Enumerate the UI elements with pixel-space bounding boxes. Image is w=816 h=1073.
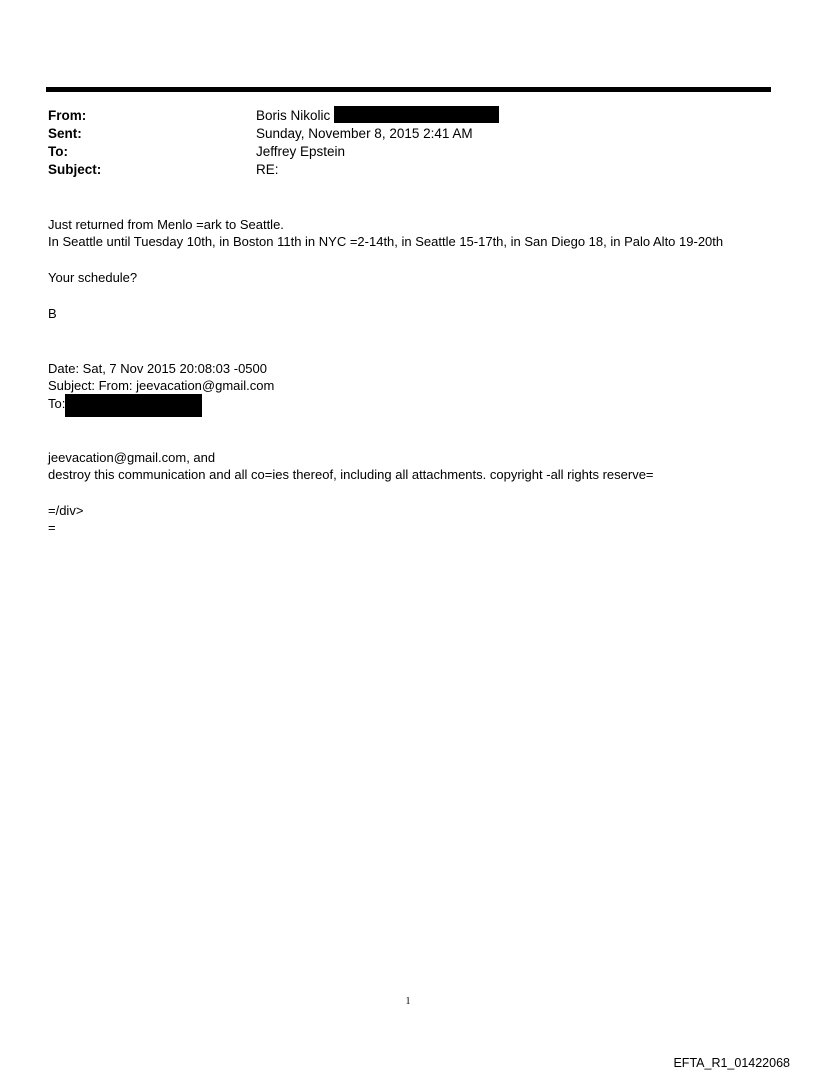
quoted-to-label: To:: [48, 395, 66, 411]
body-line-3: Your schedule?: [48, 270, 138, 285]
header-rule: [46, 87, 771, 92]
from-label: From:: [48, 108, 87, 123]
to-value: Jeffrey Epstein: [256, 144, 346, 159]
quoted-line-1: jeevacation@gmail.com, and: [48, 450, 216, 465]
quoted-line-3: =/div>: [48, 503, 84, 518]
subject-row: [48, 161, 748, 179]
subject-value: RE:: [256, 162, 279, 177]
quoted-date: Date: Sat, 7 Nov 2015 20:08:03 -0500: [48, 361, 267, 376]
to-row: [48, 143, 748, 161]
sent-value: Sunday, November 8, 2015 2:41 AM: [256, 126, 473, 141]
page-number: 1: [405, 996, 411, 1007]
quoted-line-4: =: [48, 520, 56, 535]
signature: B: [48, 306, 57, 321]
quoted-to-row: [48, 393, 202, 416]
sent-row: [48, 125, 748, 143]
redaction-block: [65, 394, 202, 417]
sent-label: Sent:: [48, 126, 82, 141]
redaction-block: [334, 106, 499, 123]
subject-label: Subject:: [48, 162, 102, 177]
body-line-2: In Seattle until Tuesday 10th, in Boston 11th in NYC =2-14th, in Seattle 15-17th, in San Diego 18, in Palo Alto 19-20th: [48, 234, 724, 249]
from-name: Boris Nikolic: [256, 108, 331, 123]
body-line-1: Just returned from Menlo =ark to Seattle.: [48, 217, 284, 232]
document-id: EFTA_R1_01422068: [673, 1056, 790, 1070]
email-header: [48, 107, 748, 179]
quoted-subject: Subject: From: jeevacation@gmail.com: [48, 378, 275, 393]
to-label: To:: [48, 144, 68, 159]
quoted-line-2: destroy this communication and all co=ies thereof, including all attachments. copyright -all rights reserve=: [48, 467, 654, 482]
from-row: [48, 107, 748, 125]
from-value: [256, 107, 748, 125]
